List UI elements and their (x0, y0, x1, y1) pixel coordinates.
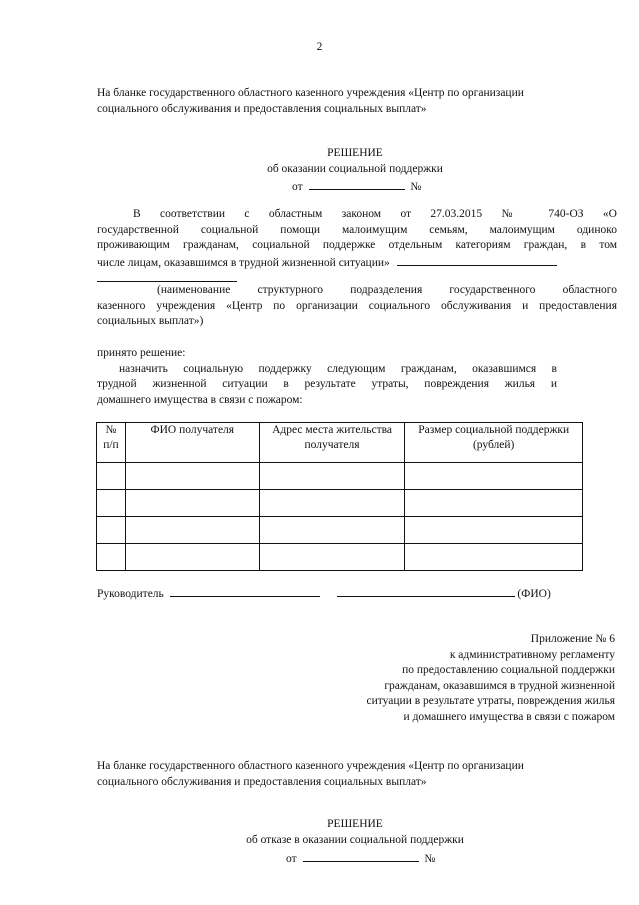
unit-caption (97, 283, 617, 330)
table-cell[interactable] (125, 463, 259, 490)
decision-line: трудной жизненной ситуации в результате утраты, повреждения жилья и (97, 378, 557, 390)
header-cell-name (125, 423, 259, 463)
table-cell[interactable] (97, 544, 126, 571)
letterhead-2 (97, 759, 597, 790)
unit-caption-line: социальных выплат») (97, 315, 204, 327)
appendix-line: ситуации в результате утраты, повреждения жилья (366, 695, 615, 707)
header-cell-amount (405, 423, 583, 463)
table-cell[interactable] (125, 517, 259, 544)
header-text: п/п (103, 439, 119, 451)
decision-paragraph (97, 346, 557, 408)
law-line: В соответствии с областным законом от 27.03.2015 № 740-ОЗ «О (133, 208, 617, 220)
fio-field (337, 585, 515, 597)
table-cell[interactable] (97, 517, 126, 544)
header-cell-address (259, 423, 405, 463)
letterhead (97, 86, 597, 117)
law-paragraph (97, 207, 617, 271)
law-line-last (97, 254, 617, 272)
header-text: (рублей) (472, 439, 515, 451)
law-last-text: числе лицам, оказавшимся в трудной жизненной ситуации» (97, 256, 390, 269)
date-number-line (292, 178, 421, 196)
appendix-line: гражданам, оказавшимся в трудной жизненной (384, 679, 615, 692)
refusal-date-number-line (286, 850, 435, 868)
table-row (97, 517, 583, 544)
date-prefix: от (286, 853, 297, 865)
header-cell-number (97, 423, 126, 463)
table-cell[interactable] (259, 463, 405, 490)
appendix-line: по предоставлению социальной поддержки (402, 664, 615, 676)
appendix-line: и домашнего имущества в связи с пожаром (403, 710, 615, 723)
table-cell[interactable] (97, 490, 126, 517)
table-cell[interactable] (405, 544, 583, 571)
number-sign: № (424, 853, 436, 865)
table-cell[interactable] (259, 490, 405, 517)
header-text: Адрес места жительства (272, 424, 392, 436)
table-header-row (97, 423, 583, 463)
date-field (309, 178, 405, 190)
table-row (97, 463, 583, 490)
signature-field (170, 585, 320, 597)
letterhead-line: На бланке государственного областного казенного учреждения «Центр по организации (97, 87, 524, 99)
fio-label: (ФИО) (517, 588, 551, 600)
table-cell[interactable] (125, 544, 259, 571)
date-field (303, 850, 419, 862)
page-number: 2 (316, 41, 323, 53)
decision-line: назначить социальную поддержку следующим гражданам, оказавшимся в (119, 362, 557, 375)
number-sign: № (410, 181, 422, 193)
table-row (97, 490, 583, 517)
table-cell[interactable] (125, 490, 259, 517)
unit-caption-line: (наименование структурного подразделения государственного областного (157, 284, 617, 296)
letterhead-line: социального обслуживания и предоставления социальных выплат» (97, 775, 427, 788)
table-row (97, 544, 583, 571)
refusal-subtitle: об отказе в оказании социальной поддержки (246, 834, 464, 846)
table-cell[interactable] (405, 517, 583, 544)
table-cell[interactable] (405, 490, 583, 517)
decision-title: РЕШЕНИЕ (327, 147, 383, 159)
letterhead-line: социального обслуживания и предоставления социальных выплат» (97, 102, 427, 115)
law-line: государственной социальной помощи малоимущим семьям, малоимущим одиноко (97, 223, 617, 236)
table-cell[interactable] (97, 463, 126, 490)
appendix-header (280, 632, 615, 725)
law-line: проживающим гражданам, социальной поддержке отдельным категориям граждан, в том (97, 239, 617, 251)
letterhead-line: На бланке государственного областного казенного учреждения «Центр по организации (97, 760, 524, 772)
recipients-table (96, 422, 583, 571)
header-text: ФИО получателя (150, 424, 235, 436)
table-cell[interactable] (259, 517, 405, 544)
signature-label: Руководитель (97, 588, 164, 600)
unit-caption-line: казенного учреждения «Центр по организации социального обслуживания и предоставления (97, 299, 617, 312)
refusal-title: РЕШЕНИЕ (327, 818, 383, 830)
signature-line (97, 585, 577, 603)
law-blank-line (397, 254, 557, 266)
decision-line: домашнего имущества в связи с пожаром: (97, 393, 303, 406)
appendix-line: к административному регламенту (449, 648, 615, 661)
unit-blank-line (97, 281, 237, 282)
table-cell[interactable] (405, 463, 583, 490)
header-text: № (105, 424, 117, 436)
decision-intro: принято решение: (97, 347, 186, 359)
decision-subtitle: об оказании социальной поддержки (267, 163, 443, 175)
header-text: Размер социальной поддержки (418, 424, 570, 436)
table-cell[interactable] (259, 544, 405, 571)
header-text: получателя (304, 439, 360, 451)
date-prefix: от (292, 181, 303, 193)
appendix-title: Приложение № 6 (530, 633, 615, 645)
